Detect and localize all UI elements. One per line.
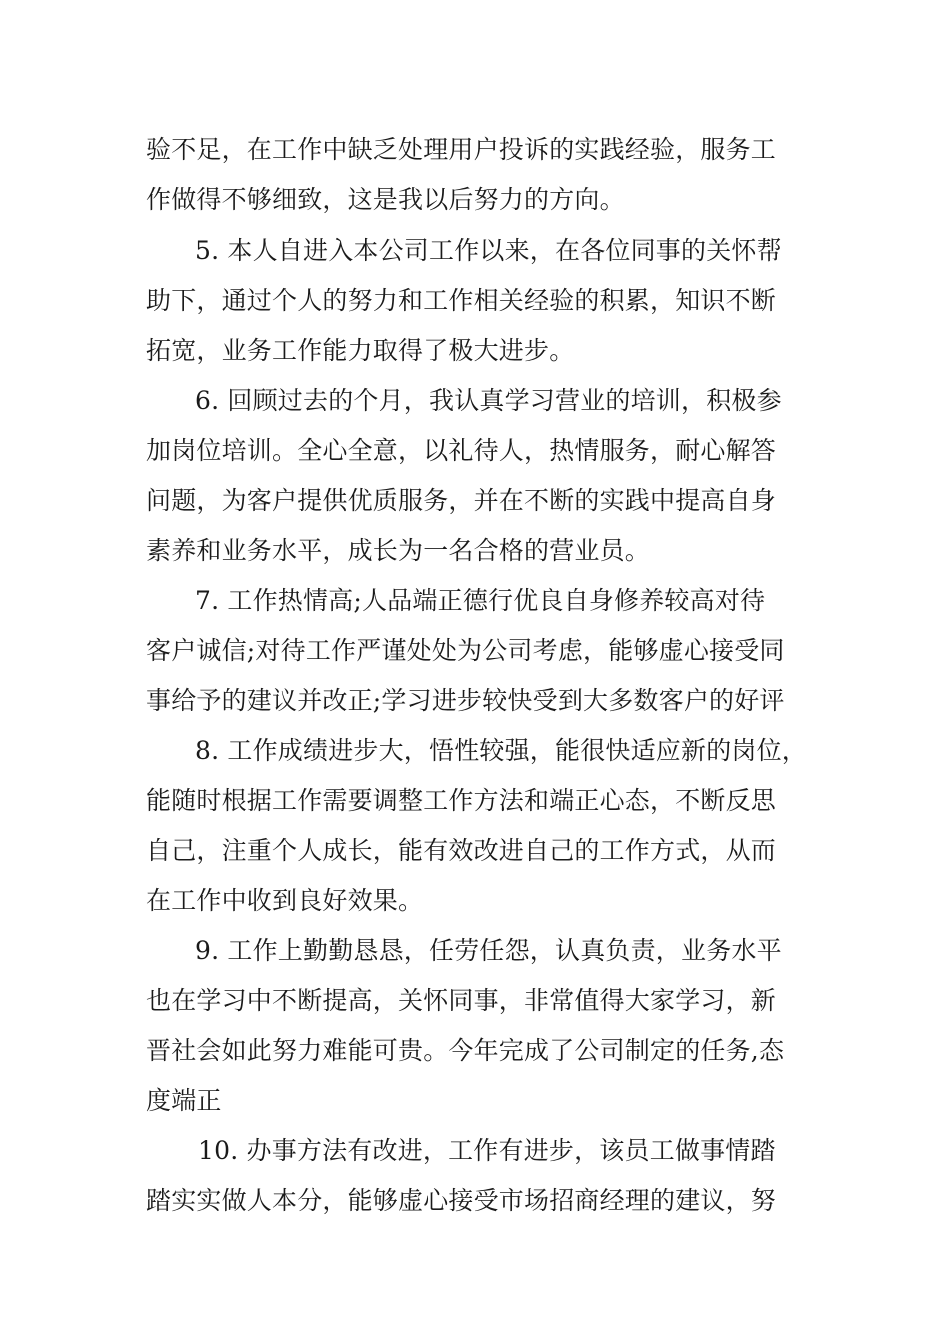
- text-line: 助下，通过个人的努力和工作相关经验的积累，知识不断: [146, 286, 777, 315]
- paragraph-item-8: 8. 工作成绩进步大，悟性较强，能很快适应新的岗位，: [195, 736, 808, 765]
- text-line: 晋社会如此努力难能可贵。今年完成了公司制定的任务,态: [146, 1036, 785, 1065]
- text-line: 加岗位培训。全心全意，以礼待人，热情服务，耐心解答: [146, 436, 777, 465]
- paragraph-item-10: 10. 办事方法有改进，工作有进步，该员工做事情踏: [198, 1136, 776, 1165]
- text-line: 客户诚信;对待工作严谨处处为公司考虑，能够虚心接受同: [146, 636, 785, 665]
- text-line: 素养和业务水平，成长为一名合格的营业员。: [146, 536, 651, 565]
- text-line: 踏实实做人本分，能够虚心接受市场招商经理的建议，努: [146, 1186, 777, 1215]
- paragraph-item-9: 9. 工作上勤勤恳恳，任劳任怨，认真负责，业务水平: [195, 936, 782, 965]
- text-line: 度端正: [146, 1086, 222, 1115]
- text-line: 拓宽，业务工作能力取得了极大进步。: [146, 336, 575, 365]
- text-line: 作做得不够细致，这是我以后努力的方向。: [146, 185, 625, 214]
- text-line: 验不足，在工作中缺乏处理用户投诉的实践经验，服务工: [146, 135, 777, 164]
- text-line: 事给予的建议并改正;学习进步较快受到大多数客户的好评: [146, 686, 785, 715]
- paragraph-item-6: 6. 回顾过去的个月，我认真学习营业的培训，积极参: [195, 386, 782, 415]
- text-line: 能随时根据工作需要调整工作方法和端正心态，不断反思: [146, 786, 777, 815]
- paragraph-item-7: 7. 工作热情高;人品端正德行优良自身修养较高对待: [195, 586, 766, 615]
- text-line: 在工作中收到良好效果。: [146, 886, 424, 915]
- paragraph-item-5: 5. 本人自进入本公司工作以来，在各位同事的关怀帮: [195, 236, 782, 265]
- text-line: 问题，为客户提供优质服务，并在不断的实践中提高自身: [146, 486, 777, 515]
- text-line: 自己，注重个人成长，能有效改进自己的工作方式，从而: [146, 836, 777, 865]
- text-line: 也在学习中不断提高，关怀同事，非常值得大家学习，新: [146, 986, 777, 1015]
